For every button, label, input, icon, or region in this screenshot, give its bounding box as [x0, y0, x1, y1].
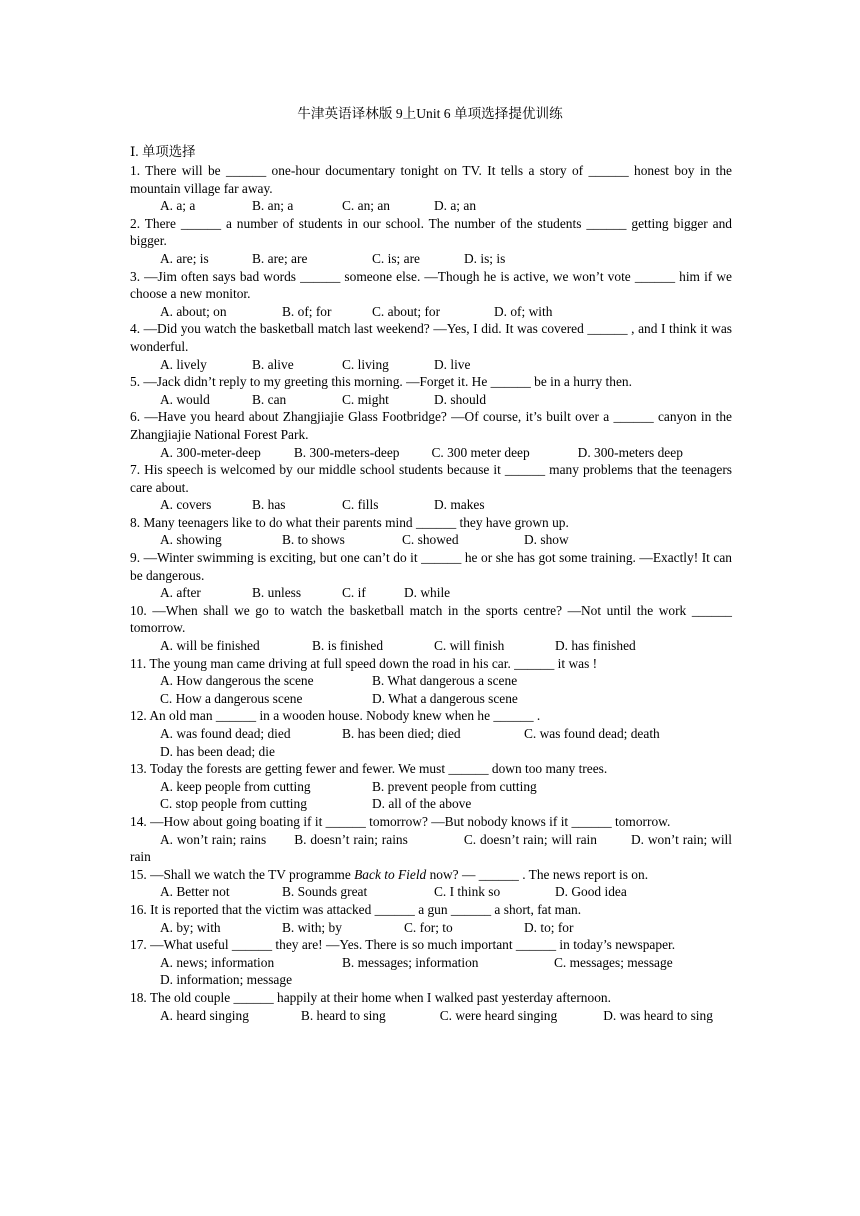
option-b: B. with; by [282, 919, 342, 935]
options-row [130, 954, 732, 972]
question-9 [130, 549, 732, 602]
question-1 [130, 162, 732, 215]
question-6 [130, 408, 732, 461]
option-c: C. about; for [372, 303, 441, 319]
option-b: B. has been died; died [342, 726, 461, 741]
option-d: D. has been dead; die [160, 743, 275, 759]
option-d: D. to; for [524, 919, 574, 935]
options-row [130, 584, 732, 602]
options-row [130, 496, 732, 514]
option-a: A. How dangerous the scene [160, 673, 314, 689]
question-stem: 1. There will be ______ one-hour documentary tonight on TV. It tells a story of ______ honest boy in the mountain village far away. [130, 163, 732, 196]
question-stem: 4. —Did you watch the basketball match last weekend? —Yes, I did. It was covered ______ , and I think it was wonderful. [130, 321, 732, 354]
option-a: A. won’t rain; rains [160, 831, 267, 847]
option-a: A. about; on [160, 303, 227, 319]
question-10 [130, 602, 732, 655]
question-stem: 10. —When shall we go to watch the basketball match in the sports centre? —Not until the work ______ tomorrow. [130, 602, 732, 636]
question-2 [130, 215, 732, 268]
option-d: D. show [524, 532, 569, 548]
question-7 [130, 461, 732, 514]
question-stem: 15. —Shall we watch the TV programme Back to Field now? — ______ . The news report is on. [130, 866, 649, 882]
option-d: D. a; an [434, 198, 477, 214]
question-17 [130, 936, 732, 989]
question-stem: 2. There ______ a number of students in our school. The number of the students ______ getting bigger and bigger. [130, 215, 732, 249]
option-b: B. are; are [252, 250, 308, 266]
question-14 [130, 813, 732, 866]
option-b: B. to shows [282, 532, 345, 548]
option-a: A. lively [160, 356, 207, 372]
option-c: C. How a dangerous scene [160, 690, 303, 706]
question-stem: 12. An old man ______ in a wooden house. Nobody knew when he ______ . [130, 708, 541, 724]
question-stem: 8. Many teenagers like to do what their parents mind ______ they have grown up. [130, 514, 569, 530]
option-d: D. live [434, 356, 471, 372]
option-c: C. fills [342, 497, 379, 513]
option-a: A. heard singing [160, 1007, 249, 1023]
option-b: B. is finished [312, 638, 384, 654]
options-row [130, 303, 732, 321]
option-d: D. What a dangerous scene [372, 690, 518, 706]
question-stem: 3. —Jim often says bad words ______ someone else. —Though he is active, we won’t vote ______ him if we choose a new monitor. [130, 268, 732, 302]
question-list [130, 162, 732, 1024]
options-row [130, 197, 732, 215]
option-b: B. messages; information [342, 954, 479, 970]
option-c: C. messages; message [554, 954, 673, 970]
option-d: D. should [434, 391, 487, 407]
options-row [130, 391, 732, 409]
option-b: B. an; a [252, 198, 294, 214]
programme-title: Back to Field [354, 866, 427, 882]
options-row [130, 725, 732, 743]
options-row [130, 637, 732, 655]
option-a: A. Better not [160, 884, 230, 900]
question-stem: 7. His speech is welcomed by our middle school students because it ______ many problems that the teenagers care about. [130, 462, 732, 495]
option-b: B. heard to sing [300, 1007, 386, 1023]
option-d: D. is; is [464, 250, 506, 266]
options-row [130, 795, 732, 813]
document-title: 牛津英语译林版 9上Unit 6 单项选择提优训练 [297, 106, 563, 121]
option-c: C. 300 meter deep [431, 444, 530, 460]
options-row [130, 971, 732, 989]
option-a: A. a; a [160, 198, 196, 214]
section-heading: Ⅰ. 单项选择 [130, 144, 196, 159]
option-d: D. while [404, 585, 451, 601]
option-c: C. living [342, 356, 389, 372]
question-13 [130, 760, 732, 813]
option-d: D. has finished [555, 638, 636, 654]
option-c: C. an; an [342, 198, 390, 214]
option-c: C. stop people from cutting [160, 796, 307, 812]
options-row [130, 531, 732, 549]
option-b: B. prevent people from cutting [372, 778, 537, 794]
option-b: B. has [252, 497, 286, 513]
option-c: C. was found dead; death [524, 726, 660, 741]
option-a: A. would [160, 391, 210, 407]
option-b: B. Sounds great [282, 884, 368, 900]
question-18 [130, 989, 732, 1024]
option-a: A. 300-meter-deep [160, 444, 261, 460]
options-row [130, 778, 732, 796]
question-stem: 14. —How about going boating if it ______ tomorrow? —But nobody knows if it ______ tomorrow. [130, 813, 671, 829]
question-3 [130, 268, 732, 321]
question-11 [130, 655, 732, 708]
option-c: C. I think so [434, 884, 501, 900]
question-stem: 5. —Jack didn’t reply to my greeting this morning. —Forget it. He ______ be in a hurry then. [130, 374, 632, 390]
options-row [130, 444, 732, 462]
option-c: C. doesn’t rain; will rain [463, 831, 597, 847]
question-stem: 17. —What useful ______ they are! —Yes. There is so much important ______ in today’s newspaper. [130, 937, 676, 953]
options-row [130, 743, 732, 761]
option-a: A. news; information [160, 954, 275, 970]
option-c: C. will finish [434, 638, 505, 654]
question-stem: 11. The young man came driving at full speed down the road in his car. ______ it was ! [130, 655, 598, 671]
option-a: A. keep people from cutting [160, 778, 311, 794]
option-a: A. was found dead; died [160, 726, 291, 741]
option-b: B. can [252, 391, 287, 407]
options-row [130, 883, 732, 901]
question-8 [130, 514, 732, 549]
option-d: D. won’t rain; will rain [130, 831, 732, 865]
option-d: D. Good idea [555, 884, 627, 900]
option-d: D. makes [434, 497, 485, 513]
option-d: D. of; with [494, 303, 553, 319]
option-a: A. showing [160, 532, 222, 548]
options-row [130, 831, 732, 866]
question-5 [130, 373, 732, 408]
option-c: C. if [342, 585, 366, 601]
option-c: C. is; are [372, 250, 420, 266]
option-a: A. after [160, 585, 201, 601]
option-d: D. information; message [160, 972, 293, 988]
option-c: C. were heard singing [439, 1007, 558, 1023]
option-b: B. doesn’t rain; rains [294, 831, 408, 847]
option-a: A. by; with [160, 919, 221, 935]
question-stem: 6. —Have you heard about Zhangjiajie Glass Footbridge? —Of course, it’s built over a ______ canyon in the Zhangjiajie National Forest Park. [130, 409, 732, 442]
question-stem: 16. It is reported that the victim was attacked ______ a gun ______ a short, fat man. [130, 901, 582, 917]
options-row [130, 690, 732, 708]
option-a: A. are; is [160, 250, 209, 266]
option-d: D. 300-meters deep [577, 444, 683, 460]
question-stem: 13. Today the forests are getting fewer and fewer. We must ______ down too many trees. [130, 761, 608, 777]
option-d: D. was heard to sing [603, 1007, 713, 1023]
option-b: B. alive [252, 356, 294, 372]
options-row [130, 1007, 732, 1025]
option-a: A. covers [160, 497, 212, 513]
question-4 [130, 320, 732, 373]
question-16 [130, 901, 732, 936]
option-d: D. all of the above [372, 796, 472, 812]
options-row [130, 356, 732, 374]
option-b: B. of; for [282, 303, 332, 319]
option-c: C. for; to [404, 919, 453, 935]
options-row [130, 250, 732, 268]
option-a: A. will be finished [160, 638, 260, 654]
option-c: C. showed [402, 532, 459, 548]
question-12 [130, 707, 732, 760]
question-stem: 18. The old couple ______ happily at their home when I walked past yesterday afternoon. [130, 989, 611, 1005]
options-row [130, 919, 732, 937]
question-15 [130, 866, 732, 901]
option-b: B. unless [252, 585, 302, 601]
option-b: B. 300-meters-deep [293, 444, 400, 460]
option-c: C. might [342, 391, 389, 407]
option-b: B. What dangerous a scene [372, 673, 518, 689]
options-row [130, 672, 732, 690]
question-stem: 9. —Winter swimming is exciting, but one can’t do it ______ he or she has got some training. —Exactly! It can be dangerous. [130, 550, 732, 583]
